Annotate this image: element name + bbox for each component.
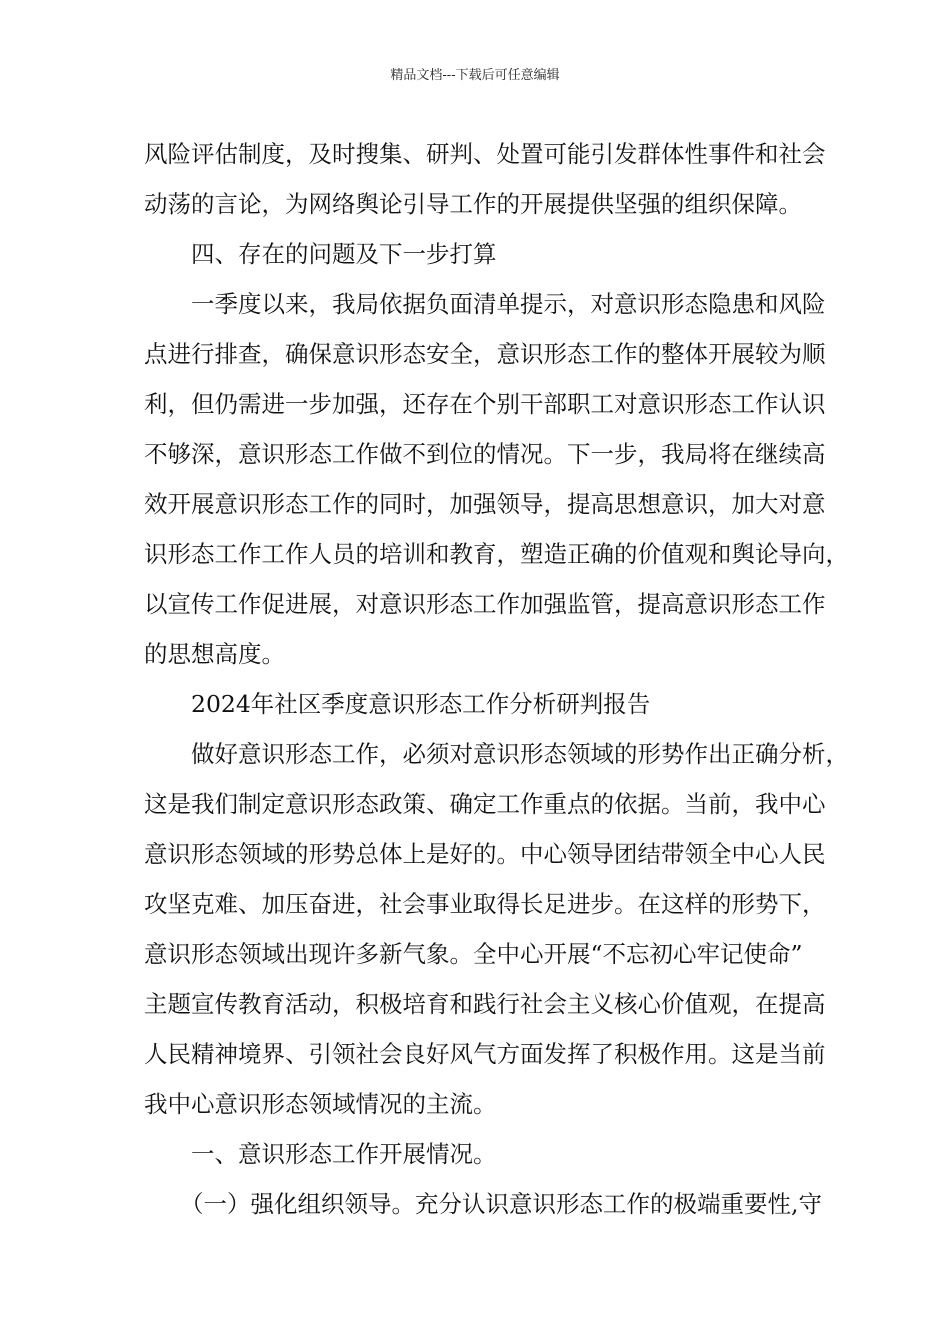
text-line: 攻坚克难、加压奋进，社会事业取得长足进步。在这样的形势下， — [144, 890, 826, 918]
document-body — [144, 129, 849, 1229]
page-header: 精品文档---下载后可任意编辑 — [390, 68, 560, 83]
text-line: 识形态工作工作人员的培训和教育，塑造正确的价值观和舆论导向， — [144, 540, 849, 568]
text-line: 风险评估制度，及时搜集、研判、处置可能引发群体性事件和社会 — [144, 140, 826, 168]
text-line: 这是我们制定意识形态政策、确定工作重点的依据。当前，我中心 — [144, 790, 826, 818]
text-line: 主题宣传教育活动，积极培育和践行社会主义核心价值观，在提高 — [144, 990, 826, 1018]
text-line: 人民精神境界、引领社会良好风气方面发挥了积极作用。这是当前 — [144, 1040, 826, 1068]
text-line: 点进行排查，确保意识形态安全，意识形态工作的整体开展较为顺 — [144, 340, 826, 368]
text-line: 以宣传工作促进展，对意识形态工作加强监管，提高意识形态工作 — [144, 590, 826, 618]
text-line: 不够深，意识形态工作做不到位的情况。下一步，我局将在继续高 — [144, 440, 826, 468]
text-line: 做好意识形态工作，必须对意识形态领域的形势作出正确分析， — [191, 740, 849, 768]
text-line: 的思想高度。 — [144, 640, 285, 668]
text-line: 我中心意识形态领域情况的主流。 — [144, 1090, 497, 1118]
text-line: （一）强化组织领导。充分认识意识形态工作的极端重要性,守 — [180, 1190, 822, 1218]
text-line: 意识形态领域出现许多新气象。全中心开展“不忘初心牢记使命” — [144, 940, 803, 968]
text-line: 一季度以来，我局依据负面清单提示，对意识形态隐患和风险 — [191, 290, 826, 318]
text-line: 效开展意识形态工作的同时，加强领导，提高思想意识，加大对意 — [144, 490, 826, 518]
text-line: 动荡的言论，为网络舆论引导工作的开展提供坚强的组织保障。 — [144, 190, 802, 218]
text-line: 一、意识形态工作开展情况。 — [191, 1140, 497, 1168]
text-line: 利，但仍需进一步加强，还存在个别干部职工对意识形态工作认识 — [144, 390, 826, 418]
text-line: 2024年社区季度意识形态工作分析研判报告 — [191, 690, 651, 718]
text-line: 意识形态领域的形势总体上是好的。中心领导团结带领全中心人民 — [144, 840, 826, 868]
text-line: 四、存在的问题及下一步打算 — [191, 240, 497, 268]
